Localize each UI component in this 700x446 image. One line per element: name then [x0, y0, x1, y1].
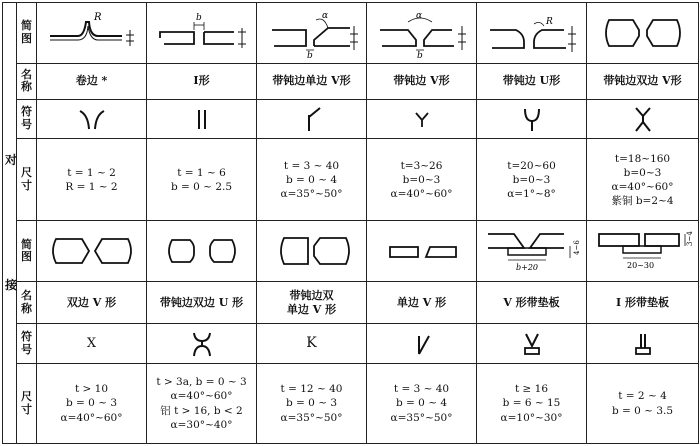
v-root-symbol-icon	[402, 105, 442, 133]
dim-line: b = 0 ~ 3	[65, 397, 118, 410]
row-label-size	[17, 139, 37, 221]
dim-line: b = 0 ~ 4	[285, 173, 338, 186]
dim-line: b=0~3	[402, 173, 441, 186]
dim-line: t=20~60	[507, 159, 556, 172]
flanged-symbol-icon	[72, 105, 112, 133]
figure-double-single-bevel-root	[257, 221, 367, 282]
table-row-figures-2	[3, 221, 699, 282]
table-row-dims-2	[3, 364, 699, 444]
weld-symbol-flanged	[37, 99, 147, 139]
dim-line: b = 6 ~ 15	[502, 397, 561, 410]
double-u-root-drawing	[152, 226, 252, 276]
weld-symbol-single-bevel-root	[257, 99, 367, 139]
row-label-char: 图	[21, 250, 32, 264]
dim-line: 紫铜 b=2~4	[611, 195, 674, 208]
dim-line: t > 3a, b = 0 ~ 3	[156, 376, 247, 389]
flanged-joint-drawing	[42, 8, 142, 58]
double-single-bevel-root-drawing	[262, 226, 362, 276]
fig-annotation-alpha: α	[321, 10, 328, 21]
table-row-figures-1	[3, 3, 699, 64]
dim-line: t = 3 ~ 40	[283, 159, 340, 172]
groove-dims	[257, 139, 367, 221]
groove-name: 带钝边双边 V形	[587, 63, 699, 99]
row-label-figure	[17, 3, 37, 64]
fig-annotation-b20: b+20	[515, 263, 538, 273]
figure-v-backing-strip	[477, 221, 587, 282]
i-backing-symbol-icon	[623, 330, 663, 358]
figure-double-u-root	[147, 221, 257, 282]
figure-i-groove	[147, 3, 257, 64]
groove-name: I形	[147, 63, 257, 99]
dim-line: b = 0 ~ 3	[285, 397, 338, 410]
dim-line: t = 12 ~ 40	[280, 383, 343, 396]
dim-line: t = 1 ~ 6	[177, 166, 226, 179]
groove-dims	[37, 139, 147, 221]
dim-line: b = 0 ~ 2.5	[170, 180, 233, 193]
weld-symbol-u-root	[477, 99, 587, 139]
groove-dims	[587, 364, 699, 444]
butt-weld-groove-table	[2, 2, 699, 444]
row-label-char: 号	[21, 342, 32, 356]
dim-line: 铝 t > 16, b < 2	[160, 404, 243, 417]
dim-line: t = 3 ~ 40	[393, 383, 450, 396]
single-bevel-root-symbol-icon	[292, 105, 332, 133]
groove-name: 带钝边单边 V形	[257, 63, 367, 99]
fig-annotation-thickness: 4~6	[572, 240, 581, 256]
dim-line: b = 0 ~ 3.5	[611, 404, 674, 417]
dim-line: α=1°~8°	[507, 188, 556, 200]
figure-single-bevel	[367, 221, 477, 282]
groove-dims	[477, 364, 587, 444]
groove-name: 带钝边 V形	[367, 63, 477, 99]
row-label-size	[17, 364, 37, 444]
v-backing-symbol-icon	[512, 330, 552, 358]
groove-dims	[587, 139, 699, 221]
fig-annotation-r: R	[93, 11, 102, 23]
groove-dims	[367, 364, 477, 444]
row-label-char: 称	[21, 301, 32, 315]
row-label-char: 名	[21, 67, 32, 81]
double-v-root-symbol-icon	[623, 105, 663, 133]
row-label-char: 简	[21, 237, 32, 251]
groove-name: I 形带垫板	[587, 282, 699, 324]
groove-dims	[477, 139, 587, 221]
double-v-root-face-drawing	[593, 8, 693, 58]
dim-line: b=0~3	[512, 173, 551, 186]
groove-dims	[257, 364, 367, 444]
row-label-char: 符	[21, 330, 32, 344]
dim-line: R = 1 ~ 2	[65, 180, 118, 193]
weld-symbol-double-v: X	[37, 324, 147, 364]
dim-line: α=35°~50°	[280, 411, 343, 424]
side-char-2: 接	[5, 278, 18, 292]
fig-annotation-thickness: 3~4	[685, 231, 694, 247]
groove-dims	[367, 139, 477, 221]
row-label-char: 简	[21, 19, 32, 33]
groove-name: 双边 V 形	[37, 282, 147, 324]
fig-annotation-b: b	[416, 50, 423, 61]
row-label-char: 尺	[21, 166, 32, 180]
single-bevel-symbol-icon	[402, 330, 442, 358]
fig-annotation-b: b	[306, 50, 313, 61]
i-backing-strip-drawing	[593, 226, 693, 276]
weld-symbol-v-backing	[477, 324, 587, 364]
double-u-root-symbol-icon	[182, 330, 222, 358]
dim-line: t = 2 ~ 4	[618, 390, 667, 403]
row-label-symbol	[17, 99, 37, 139]
weld-symbol-double-u-root	[147, 324, 257, 364]
dim-line: α=40°~60°	[611, 180, 674, 193]
groove-name: V 形带垫板	[477, 282, 587, 324]
weld-symbol-i-backing	[587, 324, 699, 364]
u-root-symbol-icon	[512, 105, 552, 133]
weld-symbol-v-root	[367, 99, 477, 139]
fig-annotation-b: b	[195, 12, 202, 23]
groove-name: 单边 V 形	[367, 282, 477, 324]
dim-line: t=18~160	[614, 152, 671, 165]
groove-dims	[37, 364, 147, 444]
row-label-symbol	[17, 324, 37, 364]
figure-u-root-face	[477, 3, 587, 64]
row-label-char: 符	[21, 105, 32, 119]
dim-line: α=40°~60°	[60, 411, 123, 424]
v-root-face-drawing	[372, 8, 472, 61]
row-label-name	[17, 282, 37, 324]
weld-symbol-k: K	[257, 324, 367, 364]
table-row-symbols-1	[3, 99, 699, 139]
row-label-figure	[17, 221, 37, 282]
dim-line: α=35°~50°	[390, 411, 453, 424]
dim-line: b = 0 ~ 4	[395, 397, 448, 410]
dim-line: α=40°~60°	[390, 188, 453, 200]
figure-double-v-root-face	[587, 3, 699, 64]
dim-line: t ≥ 16	[514, 383, 549, 396]
weld-symbol-double-v-root	[587, 99, 699, 139]
dim-line: t > 10	[74, 383, 109, 396]
dim-line: α=10°~30°	[500, 411, 563, 424]
groove-name: 带钝边 U形	[477, 63, 587, 99]
row-label-char: 名	[21, 289, 32, 303]
dim-line: t = 1 ~ 2	[67, 166, 116, 179]
row-label-char: 称	[21, 80, 32, 94]
weld-symbol-i	[147, 99, 257, 139]
figure-flanged	[37, 3, 147, 64]
dim-line: t=3~26	[400, 159, 443, 172]
side-char-1: 对	[5, 152, 18, 167]
butt-weld-side-label	[3, 3, 17, 444]
row-label-char: 尺	[21, 389, 32, 403]
dim-line: α=30°~40°	[170, 418, 233, 431]
table-row-names-2	[3, 282, 699, 324]
fig-annotation-r: R	[545, 16, 553, 27]
groove-dims	[147, 139, 257, 221]
double-v-drawing	[42, 226, 142, 276]
i-groove-drawing	[152, 8, 252, 58]
fig-annotation-width: 20~30	[626, 261, 654, 271]
weld-symbol-single-bevel	[367, 324, 477, 364]
row-label-char: 号	[21, 118, 32, 132]
table-row-symbols-2	[3, 324, 699, 364]
figure-v-root-face	[367, 3, 477, 64]
groove-name: 带钝边双边 U 形	[147, 282, 257, 324]
table-row-names-1	[3, 63, 699, 99]
figure-single-bevel-root-face	[257, 3, 367, 64]
i-groove-symbol-icon	[182, 105, 222, 133]
groove-dims	[147, 364, 257, 444]
fig-annotation-alpha: α	[415, 10, 422, 21]
figure-double-v	[37, 221, 147, 282]
row-label-name	[17, 63, 37, 99]
table-row-dims-1	[3, 139, 699, 221]
groove-name: 带钝边双 单边 V 形	[257, 282, 367, 324]
u-root-face-drawing	[482, 8, 582, 58]
dim-line: α=35°~50°	[280, 188, 343, 200]
single-bevel-drawing	[372, 226, 472, 276]
v-backing-strip-drawing	[482, 226, 582, 276]
row-label-char: 寸	[21, 178, 32, 192]
dim-line: b=0~3	[623, 166, 662, 179]
single-bevel-root-face-drawing	[262, 8, 362, 61]
row-label-char: 寸	[21, 402, 32, 416]
figure-i-backing-strip	[587, 221, 699, 282]
row-label-char: 图	[21, 31, 32, 45]
groove-name: 卷边 *	[37, 63, 147, 99]
dim-line: α=40°~60°	[170, 390, 233, 403]
